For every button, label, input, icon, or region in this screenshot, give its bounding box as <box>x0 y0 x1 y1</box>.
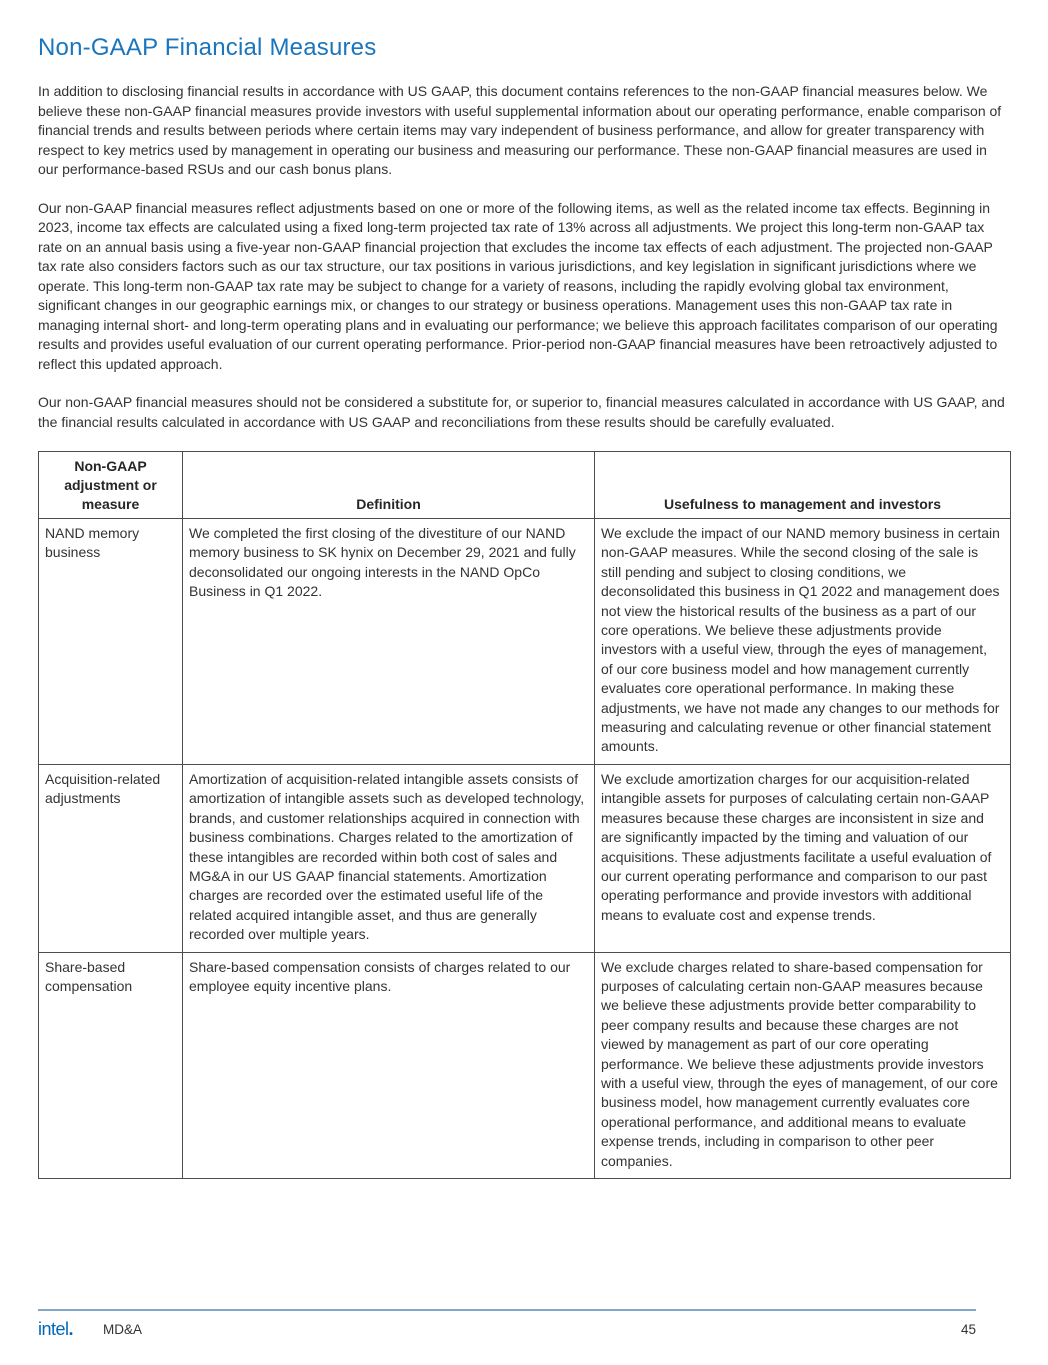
cell-usefulness: We exclude amortization charges for our acquisition-related intangible assets for purposes of calculating certain non-GAAP measures because these charges are inconsistent in size and are significantly impacted by the timing and valuation of our acquisitions. These adjustments facilitate a useful evaluation of our current operating performance and comparison to our past operating performance and provide investors with additional means to evaluate cost and expense trends. <box>595 764 1011 952</box>
cell-definition: Amortization of acquisition-related intangible assets consists of amortization of intangible assets such as developed technology, brands, and customer relationships acquired in connection with business combinations. Charges related to the amortization of these intangibles are recorded within both cost of sales and MG&A in our US GAAP financial statements. Amortization charges are recorded over the estimated useful life of the related acquired intangible asset, and thus are generally recorded over multiple years. <box>183 764 595 952</box>
tax-rate-paragraph: Our non-GAAP financial measures reflect adjustments based on one or more of the following items, as well as the related income tax effects. Beginning in 2023, income tax effects are calculated using a fixed long-term projected tax rate of 13% across all adjustments. We project this long-term non-GAAP tax rate on an annual basis using a five-year non-GAAP financial projection that excludes the income tax effects of each adjustment. The projected non-GAAP tax rate also considers factors such as our tax structure, our tax positions in various jurisdictions, and key legislation in significant jurisdictions where we operate. This long-term non-GAAP tax rate may be subject to change for a variety of reasons, including the rapidly evolving global tax environment, significant changes in our geographic earnings mix, or changes to our strategy or business operations. Management uses this non-GAAP tax rate in managing internal short- and long-term operating plans and in evaluating our performance; we believe this approach facilitates comparison of our operating results and provides useful evaluation of our current operating performance. Prior-period non-GAAP financial measures have been retroactively adjusted to reflect this updated approach. <box>38 199 998 372</box>
column-header-usefulness: Usefulness to management and investors <box>595 452 1011 519</box>
column-header-definition: Definition <box>183 452 595 519</box>
cell-usefulness: We exclude charges related to share-based compensation for purposes of calculating certain non-GAAP measures because we believe these adjustments provide better comparability to peer company results and because these charges are not viewed by management as part of our core operating performance. We believe these adjustments provide investors with a useful view, through the eyes of management, of our core business model, how management currently evaluates core operational performance, and additional means to evaluate expense trends, including in comparison to other peer companies. <box>595 952 1011 1178</box>
page-footer <box>38 1309 976 1338</box>
table-row-acquisition <box>39 764 1011 952</box>
table-header-row <box>39 452 1011 519</box>
cell-measure: Acquisition-related adjustments <box>39 764 183 952</box>
non-gaap-measures-table <box>38 451 1011 1179</box>
footer-divider <box>38 1309 976 1311</box>
intel-logo-dot: . <box>68 1319 74 1339</box>
table-row-share-based <box>39 952 1011 1178</box>
page-number: 45 <box>960 1321 976 1337</box>
page-title: Non-GAAP Financial Measures <box>38 34 377 61</box>
intro-paragraph: In addition to disclosing financial results in accordance with US GAAP, this document contains references to the non-GAAP financial measures below. We believe these non-GAAP financial measures provide investors with useful supplemental information about our operating performance, enable comparison of financial trends and results between periods where certain items may vary independent of business performance, and allow for greater transparency with respect to key metrics used by management in operating our business and measuring our performance. These non-GAAP financial measures are used in our performance-based RSUs and our cash bonus plans. <box>38 83 1002 177</box>
footer-section-label: MD&A <box>103 1321 143 1337</box>
cell-measure: Share-based compensation <box>39 952 183 1178</box>
cell-definition: We completed the first closing of the divestiture of our NAND memory business to SK hynix on December 29, 2021 and fully deconsolidated our ongoing interests in the NAND OpCo Business in Q1 2022. <box>183 519 595 765</box>
cell-measure: NAND memory business <box>39 519 183 765</box>
cell-usefulness: We exclude the impact of our NAND memory business in certain non-GAAP measures. While the second closing of the sale is still pending and subject to closing conditions, we deconsolidated this business in Q1 2022 and management does not view the historical results of the business as a part of our core operations. We believe these adjustments provide investors with a useful view, through the eyes of management, of our core business model and how management currently evaluates core operational performance. In making these adjustments, we have not made any changes to our methods for measuring and calculating revenue or other financial statement amounts. <box>595 519 1011 765</box>
column-header-measure: Non-GAAP adjustment or measure <box>39 452 183 519</box>
table-row-nand <box>39 519 1011 765</box>
cell-definition: Share-based compensation consists of charges related to our employee equity incentive plans. <box>183 952 595 1178</box>
intel-logo <box>38 1320 73 1338</box>
caution-paragraph: Our non-GAAP financial measures should not be considered a substitute for, or superior to, financial measures calculated in accordance with US GAAP, and the financial results calculated in accordance with US GAAP and reconciliations from these results should be carefully evaluated. <box>38 394 1005 430</box>
intel-logo-text: intel <box>38 1319 69 1339</box>
